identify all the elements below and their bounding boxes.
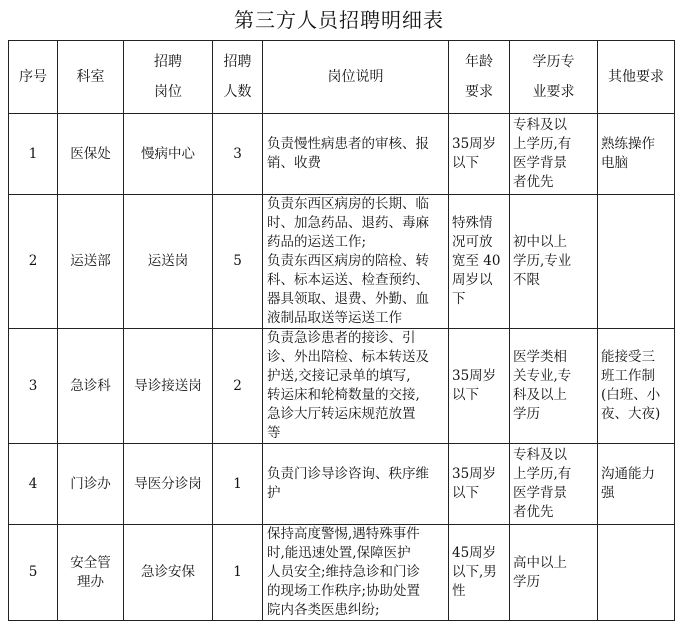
cell-line: 急诊大厅转运床规范放置 <box>267 406 416 422</box>
cell-seq: 1 <box>9 114 58 195</box>
cell-post: 运送岗 <box>124 195 213 329</box>
cell-other <box>598 329 675 444</box>
cell-line: 性 <box>452 583 466 599</box>
table-row <box>9 114 675 195</box>
cell-other <box>598 525 675 621</box>
cell-line: 招聘 <box>154 54 182 70</box>
table-row <box>9 329 675 444</box>
cell-edu <box>510 444 598 525</box>
cell-line: 学历专 <box>532 54 575 70</box>
cell-seq: 5 <box>9 525 58 621</box>
cell-count: 1 <box>213 444 263 525</box>
cell-line: 况可放 <box>452 234 493 250</box>
header-count <box>213 41 263 114</box>
cell-edu <box>510 195 598 329</box>
cell-post: 慢病中心 <box>124 114 213 195</box>
cell-line: 专科及以 <box>513 117 567 133</box>
cell-other <box>598 444 675 525</box>
cell-age <box>449 114 510 195</box>
cell-line: (白班、小 <box>601 387 661 403</box>
cell-line: 招聘 <box>223 54 252 70</box>
cell-edu <box>510 525 598 621</box>
cell-line: 院内各类医患纠纷; <box>267 602 380 618</box>
cell-line: 上学历,有 <box>513 466 572 482</box>
cell-line: 器具领取、退费、外勤、血 <box>267 291 429 307</box>
cell-line: 特殊情 <box>452 215 493 231</box>
cell-line: 电脑 <box>601 155 628 171</box>
cell-line: 熟练操作 <box>601 136 655 152</box>
cell-line: 安全管 <box>70 554 111 571</box>
page-title: 第三方人员招聘明细表 <box>234 8 444 32</box>
cell-age <box>449 444 510 525</box>
cell-desc <box>263 525 449 621</box>
cell-dept: 门诊办 <box>58 444 124 525</box>
cell-count: 3 <box>213 114 263 195</box>
cell-seq: 4 <box>9 444 58 525</box>
cell-line: 等 <box>267 425 281 441</box>
cell-count: 5 <box>213 195 263 329</box>
cell-desc <box>263 114 449 195</box>
cell-line: 学历 <box>513 406 540 422</box>
cell-seq: 2 <box>9 195 58 329</box>
cell-line: 业要求 <box>532 84 575 100</box>
cell-dept <box>58 525 124 621</box>
header-other: 其他要求 <box>598 41 675 114</box>
cell-desc <box>263 329 449 444</box>
cell-post: 导诊接送岗 <box>124 329 213 444</box>
cell-dept: 急诊科 <box>58 329 124 444</box>
cell-line: 35周岁 <box>452 466 497 482</box>
cell-line: 时,能迅速处置,保障医护 <box>267 545 411 561</box>
cell-line: 以下 <box>452 155 479 171</box>
cell-line: 能接受三 <box>601 349 655 365</box>
table-row <box>9 525 675 621</box>
cell-line: 负责东西区病房的陪检、转 <box>267 253 429 269</box>
cell-line: 销、收费 <box>267 155 321 171</box>
cell-line: 年龄 <box>465 54 493 70</box>
cell-desc <box>263 444 449 525</box>
cell-line: 负责慢性病患者的审核、报 <box>267 136 429 152</box>
cell-line: 科及以上 <box>513 387 567 403</box>
cell-line: 以下,男 <box>452 564 497 580</box>
cell-desc <box>263 195 449 329</box>
cell-line: 夜、大夜) <box>601 406 661 422</box>
cell-other <box>598 114 675 195</box>
cell-line: 学历 <box>513 573 540 590</box>
cell-line: 45周岁 <box>452 545 497 561</box>
cell-line: 岗位 <box>154 84 182 100</box>
header-seq: 序号 <box>9 41 58 114</box>
cell-post: 导医分诊岗 <box>124 444 213 525</box>
header-post <box>124 41 213 114</box>
cell-line: 高中以上 <box>513 554 567 571</box>
cell-count: 1 <box>213 525 263 621</box>
cell-line: 专科及以 <box>513 447 567 463</box>
cell-age <box>449 525 510 621</box>
cell-dept: 运送部 <box>58 195 124 329</box>
cell-line: 理办 <box>77 573 104 590</box>
cell-line: 人数 <box>223 84 252 100</box>
cell-dept: 医保处 <box>58 114 124 195</box>
cell-line: 宽至 40 <box>452 253 501 269</box>
header-desc: 岗位说明 <box>263 41 449 114</box>
cell-line: 保持高度警惕,遇特殊事件 <box>267 526 420 542</box>
cell-count: 2 <box>213 329 263 444</box>
cell-line: 人员安全;维持急诊和门诊 <box>267 564 421 580</box>
cell-other <box>598 195 675 329</box>
header-row <box>9 41 675 114</box>
table-row <box>9 195 675 329</box>
cell-line: 下 <box>452 291 466 307</box>
table-row <box>9 444 675 525</box>
cell-line: 转运床和轮椅数量的交接, <box>267 387 420 403</box>
cell-line: 科、标本运送、检查预约、 <box>267 272 429 288</box>
cell-line: 不限 <box>513 272 540 288</box>
cell-post: 急诊安保 <box>124 525 213 621</box>
cell-line: 药品的运送工作; <box>267 234 367 250</box>
cell-line: 者优先 <box>513 174 554 190</box>
cell-line: 初中以上 <box>513 234 567 250</box>
cell-line: 以下 <box>452 387 479 403</box>
cell-line: 护送,交接记录单的填写, <box>267 368 411 384</box>
cell-line: 强 <box>601 485 615 501</box>
cell-line: 沟通能力 <box>601 466 655 482</box>
header-dept: 科室 <box>58 41 124 114</box>
cell-line: 负责东西区病房的长期、临 <box>267 196 429 212</box>
cell-line: 关专业,专 <box>513 368 572 384</box>
cell-line: 负责门诊导诊咨询、秩序维 <box>267 466 429 482</box>
cell-line: 液制品取送等运送工作 <box>267 310 402 326</box>
cell-line: 班工作制 <box>601 368 655 384</box>
cell-line: 上学历,有 <box>513 136 572 152</box>
cell-edu <box>510 114 598 195</box>
cell-seq: 3 <box>9 329 58 444</box>
cell-line: 诊、外出陪检、标本转送及 <box>267 349 429 365</box>
cell-line: 护 <box>267 485 281 501</box>
cell-line: 周岁以 <box>452 272 493 288</box>
cell-line: 的现场工作秩序;协助处置 <box>267 583 421 599</box>
recruitment-table <box>8 40 675 621</box>
header-edu <box>510 41 598 114</box>
cell-edu <box>510 329 598 444</box>
cell-line: 医学类相 <box>513 349 567 365</box>
cell-line: 医学背景 <box>513 155 567 171</box>
cell-line: 学历,专业 <box>513 253 572 269</box>
cell-line: 负责急诊患者的接诊、引 <box>267 330 416 346</box>
cell-line: 35周岁 <box>452 136 497 152</box>
cell-line: 35周岁 <box>452 368 497 384</box>
cell-line: 以下 <box>452 485 479 501</box>
cell-line: 时、加急药品、退药、毒麻 <box>267 215 429 231</box>
cell-age <box>449 329 510 444</box>
cell-line: 者优先 <box>513 504 554 520</box>
cell-line: 要求 <box>465 84 493 100</box>
cell-line: 医学背景 <box>513 485 567 501</box>
header-age <box>449 41 510 114</box>
cell-age <box>449 195 510 329</box>
